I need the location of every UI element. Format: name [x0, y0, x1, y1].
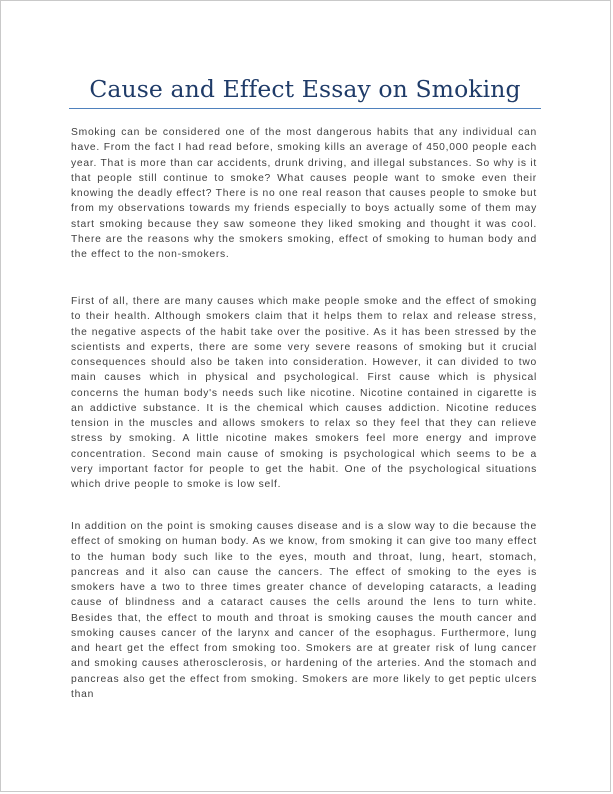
document-title: Cause and Effect Essay on Smoking	[89, 75, 521, 103]
title-underline	[69, 108, 541, 109]
paragraph-causes: First of all, there are many causes which make people smoke and the effect of smoking to their health. Although smokers claim that it helps them to relax and release stress, the negative aspects of the habit take over the positive. As it has been stressed by the scientists and experts, there are some very severe reasons of smoking but it crucial consequences should also be taken into consideration. However, it can divided to two main causes which in physical and psychological. First cause which is physical concerns the human body's needs such like nicotine. Nicotine contained in cigarette is an addictive substance. It is the chemical which causes addiction. Nicotine reduces tension in the muscles and allows smokers to relax so they feel that they can relieve stress by smoking. A little nicotine makes smokers feel more energy and improve concentration. Second main cause of smoking is psychological which seems to be a very important factor for people to get the habit. One of the psychological situations which drive people to smoke is low self.	[71, 296, 537, 490]
paragraph-introduction: Smoking can be considered one of the most dangerous habits that any individual can have. From the fact I had read before, smoking kills an average of 450,000 people each year. That is more than car accidents, drunk driving, and illegal substances. So why is it that people still continue to smoke? What causes people want to smoke even their knowing the deadly effect? There is no one real reason that causes people to smoke but from my observations towards my friends especially to boys actually some of them may start smoking because they saw someone they liked smoking and thought it was cool. There are the reasons why the smokers smoking, effect of smoking to human body and the effect to the non-smokers.	[71, 127, 537, 260]
paragraph-effects: In addition on the point is smoking causes disease and is a slow way to die because the effect of smoking on human body. As we know, from smoking it can give too many effect to the human body such like to the eyes, mouth and throat, lung, heart, stomach, pancreas and it also can cause the cancers. The effect of smoking to the eyes is smokers have a two to three times greater chance of developing cataracts, a leading cause of blindness and a cataract causes the cells around the lens to turn white. Besides that, the effect to mouth and throat is smoking causes the mouth cancer and smoking causes cancer of the larynx and cancer of the esophagus. Furthermore, lung and heart get the effect from smoking too. Smokers are at greater risk of lung cancer and smoking causes atherosclerosis, or hardening of the arteries. And the stomach and pancreas also get the effect from smoking. Smokers are more likely to get peptic ulcers than	[71, 521, 537, 700]
